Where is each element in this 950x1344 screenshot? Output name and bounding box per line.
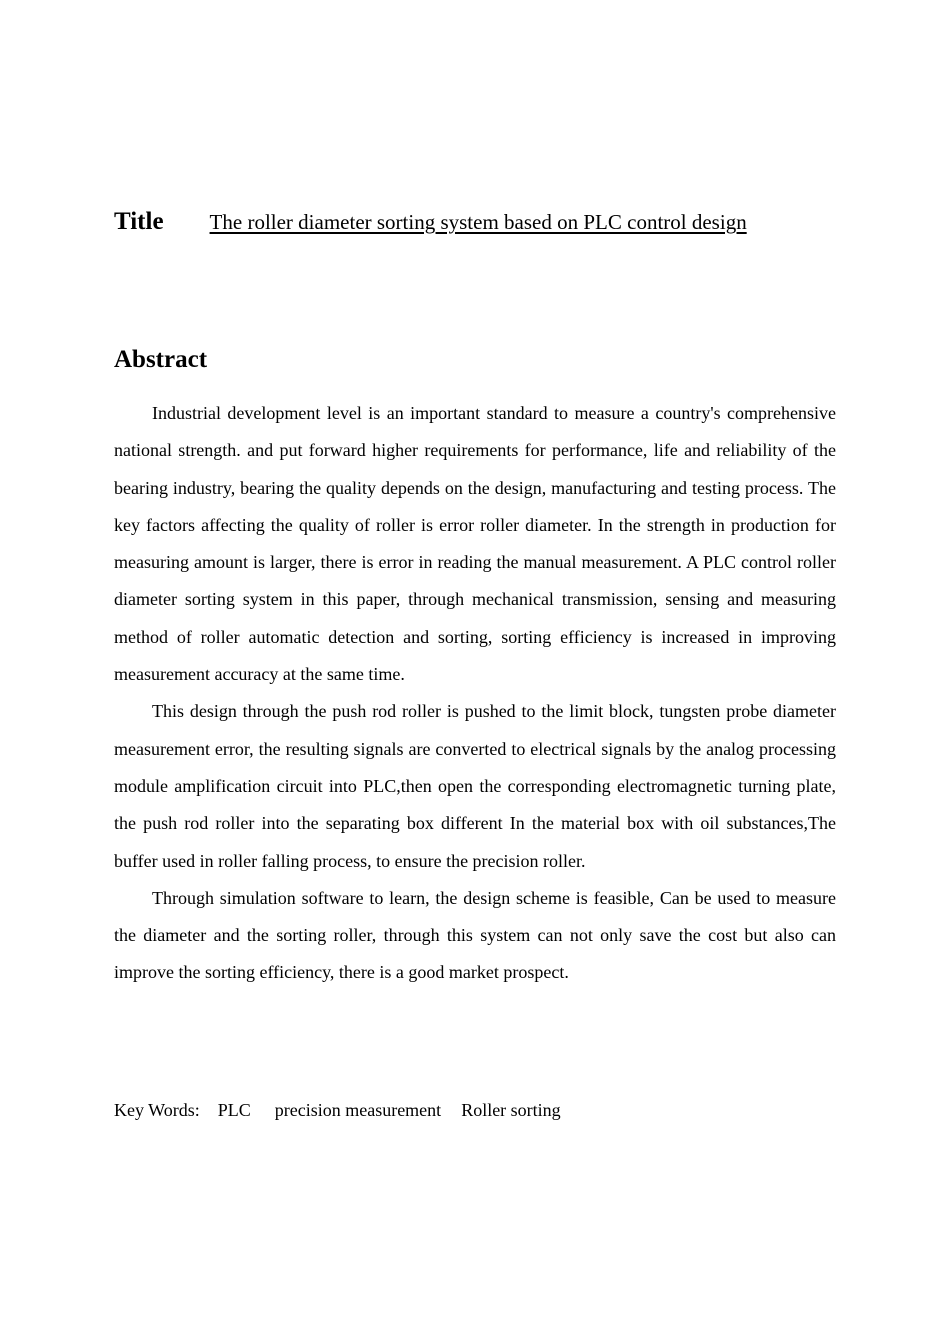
- keyword-item: PLC: [217, 1100, 251, 1120]
- abstract-paragraph-3: Through simulation software to learn, the design scheme is feasible, Can be used to measure the diameter and the sorting roller, through this system can not only save the cost but also can improve the sorting efficiency, there is a good market prospect.: [114, 887, 836, 983]
- thesis-title-text: The roller diameter sorting system based on PLC control design: [209, 210, 747, 234]
- keywords-label: Key Words:: [114, 1100, 200, 1120]
- title-label: Title: [114, 208, 164, 235]
- abstract-heading: Abstract: [114, 346, 208, 373]
- keyword-item: Roller sorting: [461, 1100, 561, 1120]
- thesis-title: [174, 210, 747, 234]
- abstract-paragraph-1: Industrial development level is an important standard to measure a country's comprehensive national strength. and put forward higher requirements for performance, life and reliability of the bearing industry, bearing the quality depends on the design, manufacturing and testing process. The key factors affecting the quality of roller is error roller diameter. In the strength in production for measuring amount is larger, there is error in reading the manual measurement. A PLC control roller diameter sorting system in this paper, through mechanical transmission, sensing and measuring method of roller automatic detection and sorting, sorting efficiency is increased in improving measurement accuracy at the same time.: [114, 403, 836, 685]
- abstract-paragraph-2: This design through the push rod roller is pushed to the limit block, tungsten probe diameter measurement error, the resulting signals are converted to electrical signals by the analog processing module amplification circuit into PLC,then open the corresponding electromagnetic turning plate, the push rod roller into the separating box different In the material box with oil substances,The buffer used in roller falling process, to ensure the precision roller.: [114, 701, 836, 871]
- keywords: [114, 1100, 561, 1121]
- abstract-body: [114, 395, 836, 992]
- title-line: [114, 208, 836, 236]
- keyword-item: precision measurement: [274, 1100, 442, 1120]
